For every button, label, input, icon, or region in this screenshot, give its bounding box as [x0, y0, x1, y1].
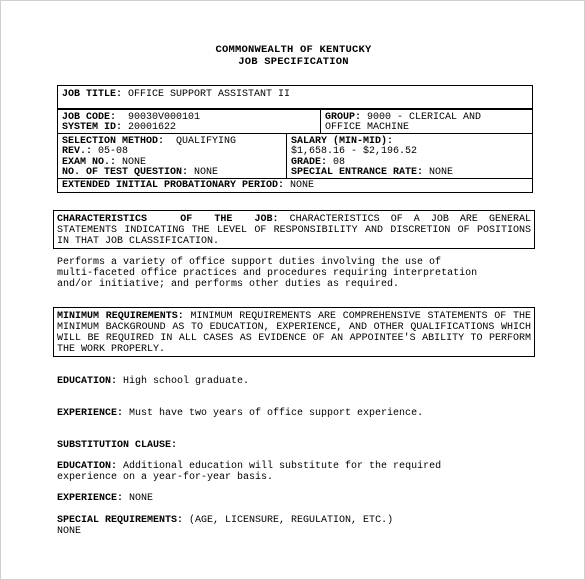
grid-divider-1 [57, 133, 532, 134]
job-code-value: 90030V000101 [116, 112, 201, 123]
exam-no-label: EXAM NO.: [62, 157, 117, 168]
duties-line-1: Performs a variety of office support duties involving the use of [57, 257, 442, 268]
sub-experience-value: NONE [123, 493, 154, 504]
grid-vdivider-1 [320, 109, 321, 133]
sub-education-value-2: experience on a year-for-year basis. [57, 472, 274, 483]
sub-education-value: Additional education will substitute for the required [117, 461, 442, 472]
experience-value: Must have two years of office support experience. [123, 408, 424, 419]
probation-label: EXTENDED INITIAL PROBATIONARY PERIOD: [62, 180, 285, 191]
characteristics-text: CHARACTERISTICS OF A JOB ARE GENERAL STATEMENTS INDICATING THE LEVEL OF RESPONSIBILITY AND DISCRETION OF POSITIONS IN THAT JOB CLASSIFICATION. [57, 214, 531, 247]
grid-vdivider-2 [286, 133, 287, 178]
special-entrance-value: NONE [423, 167, 454, 178]
special-requirements-label: SPECIAL REQUIREMENTS: [57, 515, 184, 526]
education-label: EDUCATION: [57, 376, 118, 387]
substitution-clause: SUBSTITUTION CLAUSE: [57, 440, 178, 451]
header-job-spec: JOB SPECIFICATION [238, 56, 349, 68]
rev-value: 05-08 [92, 146, 129, 157]
header-commonwealth: COMMONWEALTH OF KENTUCKY [215, 44, 372, 56]
special-requirements-value: (AGE, LICENSURE, REGULATION, ETC.) [183, 515, 394, 526]
education [57, 376, 249, 387]
grade-label: GRADE: [291, 157, 328, 168]
salary-value: $1,658.16 - $2,196.52 [291, 146, 418, 157]
duties-line-3: and/or initiative; and performs other duties as required. [57, 279, 400, 290]
special-requirements-value-2: NONE [57, 526, 82, 537]
group-value-2: OFFICE MACHINE [325, 122, 410, 133]
selection-method-value: QUALIFYING [164, 136, 237, 147]
grid-divider-2 [57, 178, 532, 179]
duties-line-2: multi-faceted office practices and procedures requiring interpretation [57, 268, 478, 279]
exam-no-value: NONE [116, 157, 147, 168]
minimum-text: MINIMUM REQUIREMENTS ARE COMPREHENSIVE STATEMENTS OF THE MINIMUM BACKGROUND AS TO EDUCATION, EXPERIENCE, AND OTHER QUALIFICATIONS WHICH WILL BE REQUIRED IN ALL CASES AS EVIDENCE OF AN APPOINTEE'S ABILITY TO PERFORM THE WORK PROPERLY. [57, 311, 531, 355]
job-title-label: JOB TITLE: [62, 89, 123, 100]
job-code-label: JOB CODE: [62, 112, 117, 123]
system-id-value: 20001622 [122, 122, 177, 133]
special-entrance-label: SPECIAL ENTRANCE RATE: [291, 167, 424, 178]
rev-label: REV.: [62, 146, 93, 157]
test-question [62, 167, 218, 178]
job-title [62, 89, 290, 100]
special-requirements [57, 515, 393, 526]
probation [62, 180, 314, 191]
special-entrance [291, 167, 453, 178]
test-question-value: NONE [188, 167, 219, 178]
probation-value: NONE [284, 180, 315, 191]
characteristics [57, 214, 531, 247]
group-value: 9000 - CLERICAL AND [361, 112, 482, 123]
rev [62, 146, 128, 157]
grade-value: 08 [327, 157, 346, 168]
sub-education-label: EDUCATION: [57, 461, 118, 472]
job-title-value: OFFICE SUPPORT ASSISTANT II [122, 89, 291, 100]
group-label: GROUP: [325, 112, 362, 123]
experience-label: EXPERIENCE: [57, 408, 124, 419]
minimum-label: MINIMUM REQUIREMENTS: [57, 311, 184, 322]
salary-label: SALARY (MIN-MID): [291, 136, 394, 147]
system-id-label: SYSTEM ID: [62, 122, 123, 133]
sub-experience [57, 493, 153, 504]
experience [57, 408, 423, 419]
characteristics-label: CHARACTERISTICS OF THE JOB: [57, 214, 279, 225]
sub-education [57, 461, 441, 472]
selection-method-label: SELECTION METHOD: [62, 136, 165, 147]
test-question-label: NO. OF TEST QUESTION: [62, 167, 189, 178]
education-value: High school graduate. [117, 376, 250, 387]
system-id [62, 122, 176, 133]
sub-experience-label: EXPERIENCE: [57, 493, 124, 504]
minimum-requirements [57, 311, 531, 355]
